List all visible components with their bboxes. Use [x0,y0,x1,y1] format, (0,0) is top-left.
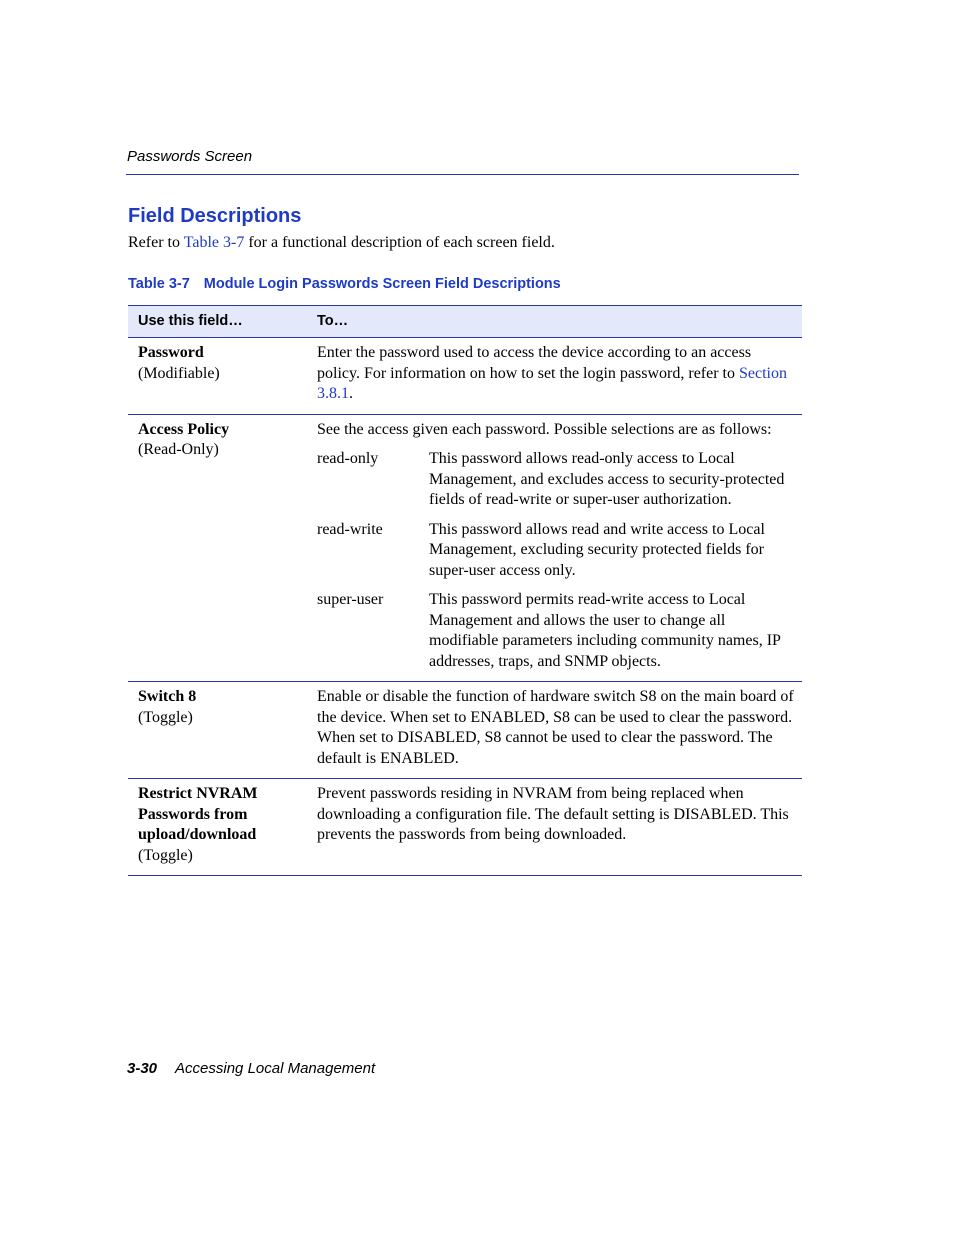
field-type: (Read-Only) [138,441,219,458]
table-caption-title: Module Login Passwords Screen Field Descriptions [203,276,561,292]
field-name: Access Policy [138,420,230,438]
description-cell [307,682,802,779]
description-text: Enable or disable the function of hardware switch S8 on the main board of the device. When set to ENABLED, S8 can be used to clear the password. When set to DISABLED, S8 cannot be used to clear the password. The default is ENABLED. [317,688,794,767]
intro-text-before: Refer to [128,234,184,251]
table-row [128,338,802,415]
table-row [128,779,802,876]
field-cell [128,414,307,682]
page-footer [127,1060,375,1077]
page-number: 3-30 [127,1060,158,1077]
field-name: Password [138,344,204,361]
table-caption [128,276,561,292]
field-cell [128,779,307,876]
description-cell [307,414,802,682]
column-header-field: Use this field… [128,306,307,338]
option-description: This password allows read and write access to Local Management, excluding security protected fields for super-user access only. [429,520,765,579]
intro-paragraph [128,234,555,252]
field-cell [128,682,307,779]
field-cell [128,338,307,415]
section-title: Field Descriptions [128,205,302,227]
running-head: Passwords Screen [127,148,253,165]
option-term: read-write [317,520,383,538]
description-text: See the access given each password. Possible selections are as follows: [317,420,772,438]
table-header-row [128,306,802,338]
field-name-line: upload/download [138,826,257,843]
chapter-title: Accessing Local Management [175,1060,376,1077]
description-text: Enter the password used to access the device according to an access policy. For information on how to set the login password, refer to [317,344,752,382]
option-row [317,520,794,582]
option-term: super-user [317,591,384,608]
table-row [128,414,802,682]
section-reference-link[interactable]: Section 3.8.1 [317,364,787,402]
option-description: This password permits read-write access to Local Management and allows the user to change all modifiable parameters including community names, IP addresses, traps, and SNMP objects. [429,591,781,670]
description-cell [307,338,802,415]
table-reference-link[interactable]: Table 3-7 [183,234,245,251]
field-type: (Toggle) [138,708,193,726]
field-descriptions-table [128,305,802,876]
table-row [128,682,802,779]
description-text-end: . [349,385,353,402]
option-row [317,590,794,672]
description-text: Prevent passwords residing in NVRAM from being replaced when downloading a configuration file. The default setting is DISABLED. This prevents the passwords from being downloaded. [317,785,789,843]
field-name-line: Passwords from [138,805,248,823]
field-type: (Modifiable) [138,364,220,382]
intro-text-after: for a functional description of each screen field. [244,234,555,251]
header-rule [126,174,799,175]
field-name-line: Restrict NVRAM [138,785,258,802]
option-row [317,449,794,511]
field-name: Switch 8 [138,688,197,705]
column-header-description: To… [307,306,802,338]
table-caption-number: Table 3-7 [128,276,190,292]
option-description: This password allows read-only access to Local Management, and excludes access to security-protected fields of read-write or super-user authorization. [429,450,785,508]
description-cell [307,779,802,876]
field-type: (Toggle) [138,846,193,864]
option-term: read-only [317,450,379,467]
